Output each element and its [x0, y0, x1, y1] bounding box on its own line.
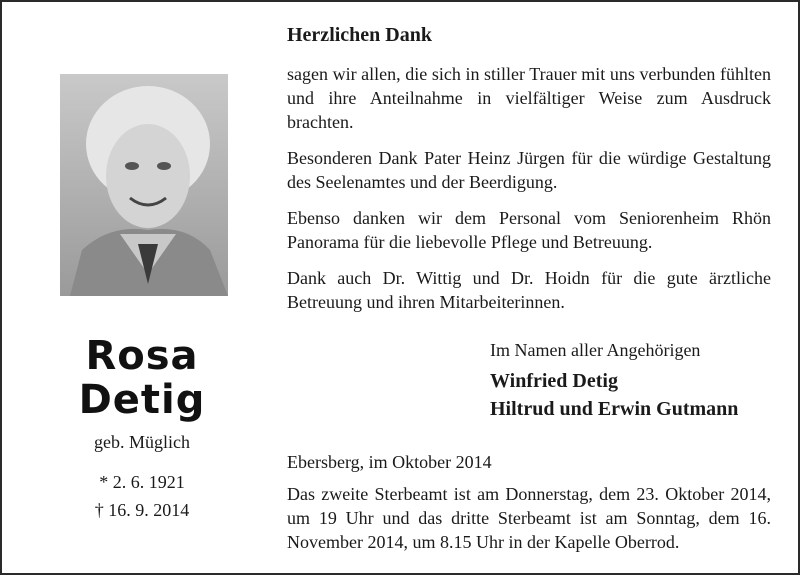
- on-behalf-line: Im Namen aller Angehörigen: [490, 340, 701, 360]
- birth-name: geb. Müglich: [94, 432, 190, 452]
- place-date: Ebersberg, im Oktober 2014: [287, 452, 492, 472]
- thanks-paragraph: Ebenso danken wir dem Personal vom Seniorenheim Rhön Panorama für die liebevolle Pflege und Betreuung.: [287, 208, 771, 252]
- death-date: † 16. 9. 2014: [94, 500, 190, 520]
- heading: Herzlichen Dank: [287, 24, 432, 46]
- birth-date: * 2. 6. 1921: [99, 472, 185, 492]
- signer-name: Winfried Detig: [490, 370, 618, 392]
- deceased-first-name: Rosa: [85, 333, 199, 379]
- signer-name: Hiltrud und Erwin Gutmann: [490, 398, 739, 420]
- thanks-paragraph: Dank auch Dr. Wittig und Dr. Hoidn für die gute ärztliche Betreuung und ihren Mitarbeiterinnen.: [287, 268, 771, 312]
- thanks-paragraph: sagen wir allen, die sich in stiller Trauer mit uns verbunden fühlten und ihre Anteilnahme in vielfältiger Weise zum Ausdruck brachten.: [287, 64, 771, 132]
- portrait-photo: [60, 74, 228, 296]
- thanks-paragraph: Besonderen Dank Pater Heinz Jürgen für die würdige Gestaltung des Seelenamtes und der Beerdigung.: [287, 148, 771, 192]
- deceased-last-name: Detig: [78, 377, 206, 423]
- service-note: Das zweite Sterbeamt ist am Donnerstag, dem 23. Oktober 2014, um 19 Uhr und das dritte Sterbeamt ist am Sonntag, dem 16. November 2014, um 8.15 Uhr in der Kapelle Oberrod.: [287, 484, 771, 552]
